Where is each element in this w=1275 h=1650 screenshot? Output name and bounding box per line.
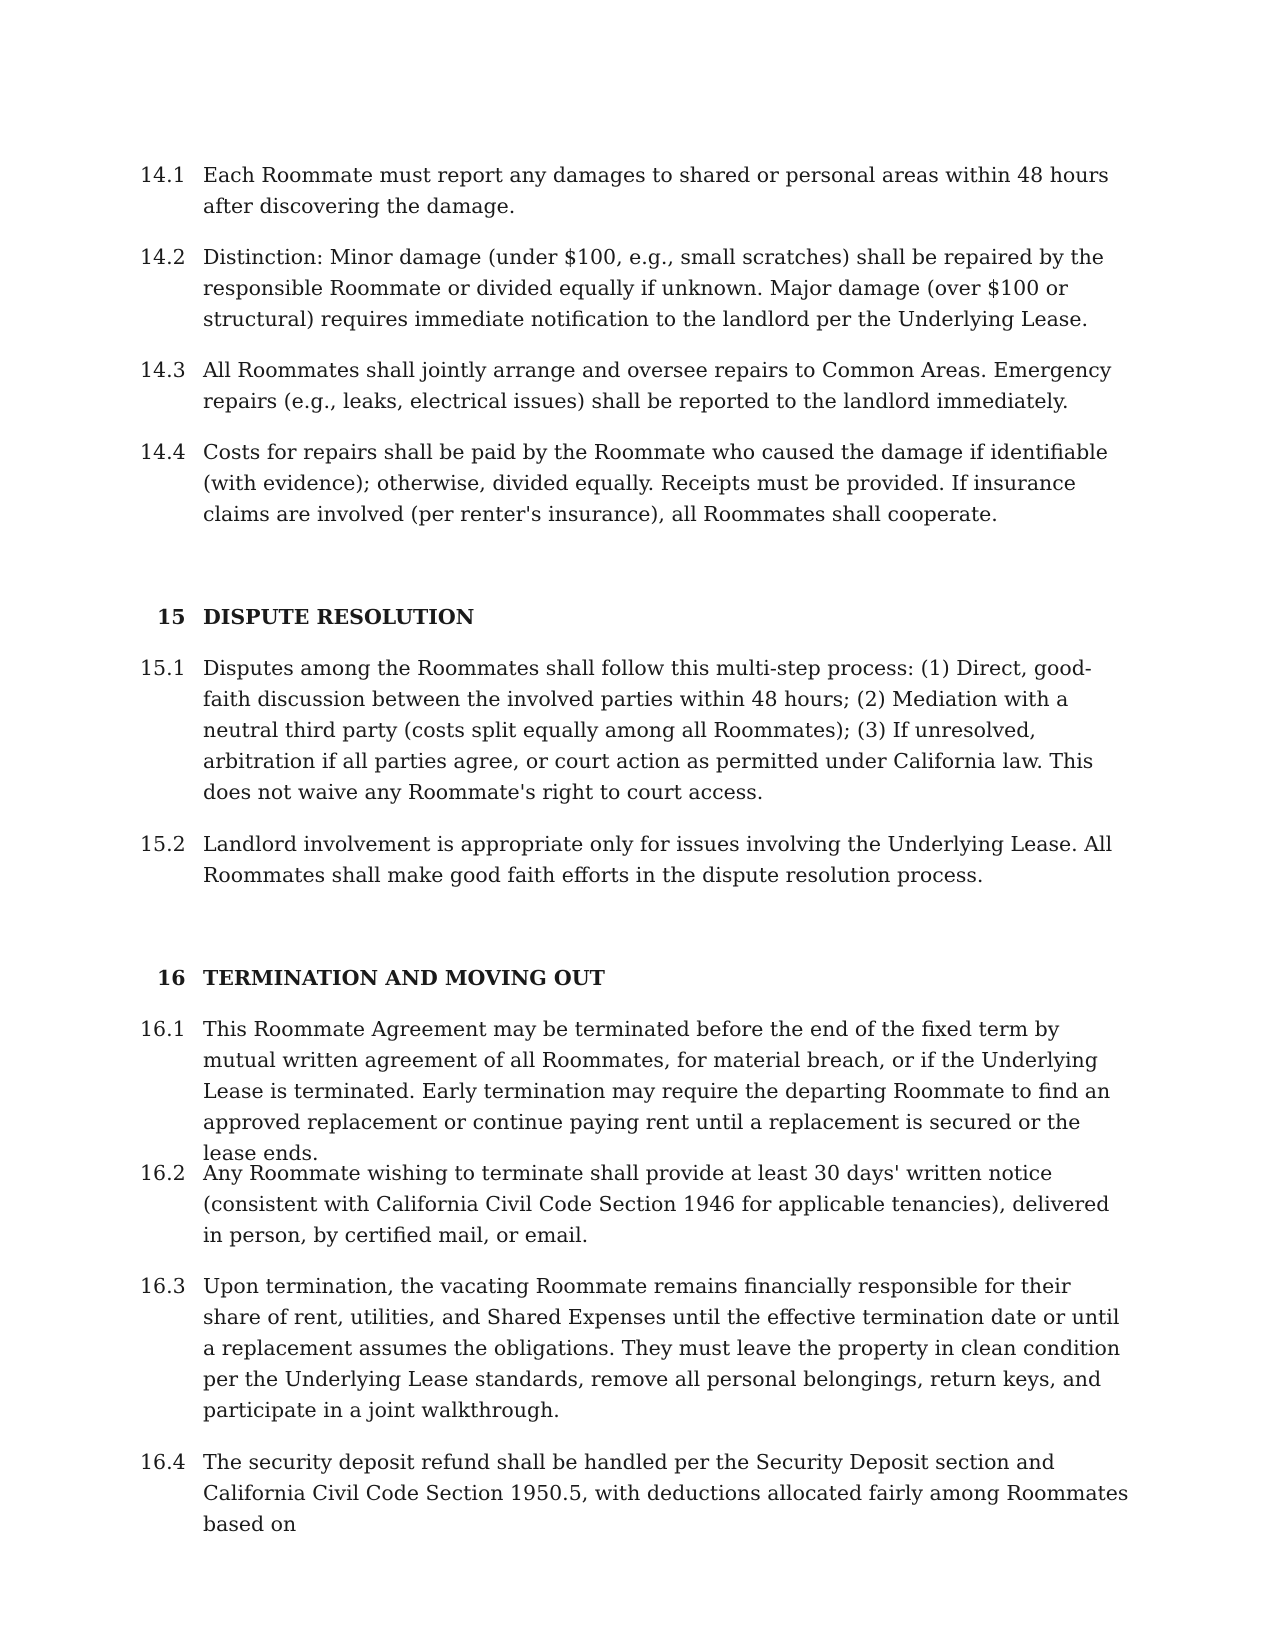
- section-number: 16: [157, 966, 186, 990]
- clause-text: The security deposit refund shall be handled per the Security Deposit section and California Civil Code Section 1950.5, with deductions allocated fairly among Roommates based on: [203, 1450, 1129, 1536]
- clause-text: Upon termination, the vacating Roommate remains financially responsible for their share of rent, utilities, and Shared Expenses until the effective termination date or until a replacement assumes the obligations. They must leave the property in clean condition per the Underlying Lease standards, remove all personal belongings, return keys, and participate in a joint walkthrough.: [203, 1274, 1121, 1422]
- section-number: 15: [157, 605, 186, 629]
- clause-number: 16.2: [140, 1161, 186, 1185]
- clause-number: 16.1: [140, 1017, 186, 1041]
- clause-number: 16.3: [140, 1274, 186, 1298]
- clause-text: All Roommates shall jointly arrange and oversee repairs to Common Areas. Emergency repairs (e.g., leaks, electrical issues) shall be reported to the landlord immediately.: [203, 358, 1112, 413]
- clause-text: Any Roommate wishing to terminate shall provide at least 30 days' written notice (consistent with California Civil Code Section 1946 for applicable tenancies), delivered in person, by certified mail, or email.: [203, 1161, 1110, 1247]
- clause-text: Each Roommate must report any damages to shared or personal areas within 48 hours after discovering the damage.: [203, 163, 1109, 218]
- section-title: DISPUTE RESOLUTION: [203, 605, 475, 629]
- clause-number: 14.2: [140, 245, 186, 269]
- clause-text: Landlord involvement is appropriate only for issues involving the Underlying Lease. All Roommates shall make good faith efforts in the dispute resolution process.: [203, 832, 1113, 887]
- clause-text: This Roommate Agreement may be terminated before the end of the fixed term by mutual written agreement of all Roommates, for material breach, or if the Underlying Lease is terminated. Early termination may require the departing Roommate to find an approved replacement or continue paying rent until a replacement is secured or the lease ends.: [203, 1017, 1111, 1165]
- clause-text: Disputes among the Roommates shall follow this multi-step process: (1) Direct, good-faith discussion between the involved parties within 48 hours; (2) Mediation with a neutral third party (costs split equally among all Roommates); (3) If unresolved, arbitration if all parties agree, or court action as permitted under California law. This does not waive any Roommate's right to court access.: [203, 656, 1094, 804]
- section-title: TERMINATION AND MOVING OUT: [203, 966, 605, 990]
- clause-number: 15.2: [140, 832, 186, 856]
- clause-text: Costs for repairs shall be paid by the Roommate who caused the damage if identifiable (with evidence); otherwise, divided equally. Receipts must be provided. If insurance claims are involved (per renter's insurance), all Roommates shall cooperate.: [203, 440, 1108, 526]
- clause-number: 14.4: [140, 440, 186, 464]
- clause-text: Distinction: Minor damage (under $100, e.g., small scratches) shall be repaired by the responsible Roommate or divided equally if unknown. Major damage (over $100 or structural) requires immediate notification to the landlord per the Underlying Lease.: [203, 245, 1104, 331]
- clause-number: 14.1: [140, 163, 186, 187]
- clause-number: 16.4: [140, 1450, 186, 1474]
- clause-number: 15.1: [140, 656, 186, 680]
- clause-number: 14.3: [140, 358, 186, 382]
